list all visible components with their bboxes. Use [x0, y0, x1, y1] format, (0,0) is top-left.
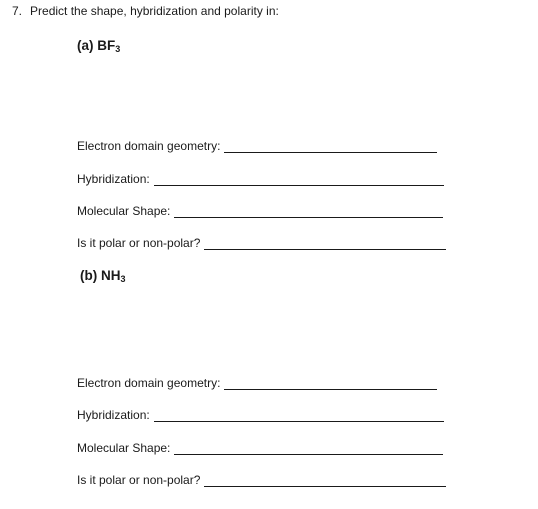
part-a-subscript: 3: [115, 44, 121, 54]
part-b-hybridization-field: [77, 408, 444, 422]
part-a-molecular-shape-field: [77, 204, 443, 218]
part-b-subscript: 3: [120, 274, 126, 284]
part-a-electron-domain-field: [77, 139, 437, 153]
field-label: Electron domain geometry:: [77, 139, 221, 153]
answer-blank[interactable]: [224, 140, 437, 153]
question-7: [12, 4, 279, 18]
question-prompt: Predict the shape, hybridization and polarity in:: [30, 4, 279, 18]
field-label: Molecular Shape:: [77, 441, 171, 455]
field-label: Hybridization:: [77, 172, 150, 186]
part-a-polarity-field: [77, 236, 446, 250]
part-b-title: [80, 268, 126, 283]
field-label: Is it polar or non-polar?: [77, 236, 201, 250]
answer-blank[interactable]: [204, 474, 446, 487]
answer-blank[interactable]: [174, 442, 443, 455]
answer-blank[interactable]: [224, 377, 437, 390]
field-label: Hybridization:: [77, 408, 150, 422]
answer-blank[interactable]: [204, 237, 446, 250]
part-a-label: (a) BF: [77, 38, 116, 53]
field-label: Electron domain geometry:: [77, 376, 221, 390]
part-b-molecular-shape-field: [77, 441, 443, 455]
part-a-title: [77, 38, 120, 53]
part-b-label: (b) NH: [80, 268, 121, 283]
answer-blank[interactable]: [154, 173, 444, 186]
answer-blank[interactable]: [174, 205, 443, 218]
question-number: 7.: [12, 4, 23, 18]
answer-blank[interactable]: [154, 409, 444, 422]
field-label: Molecular Shape:: [77, 204, 171, 218]
part-b-polarity-field: [77, 473, 446, 487]
field-label: Is it polar or non-polar?: [77, 473, 201, 487]
part-b-electron-domain-field: [77, 376, 437, 390]
part-a-hybridization-field: [77, 172, 444, 186]
